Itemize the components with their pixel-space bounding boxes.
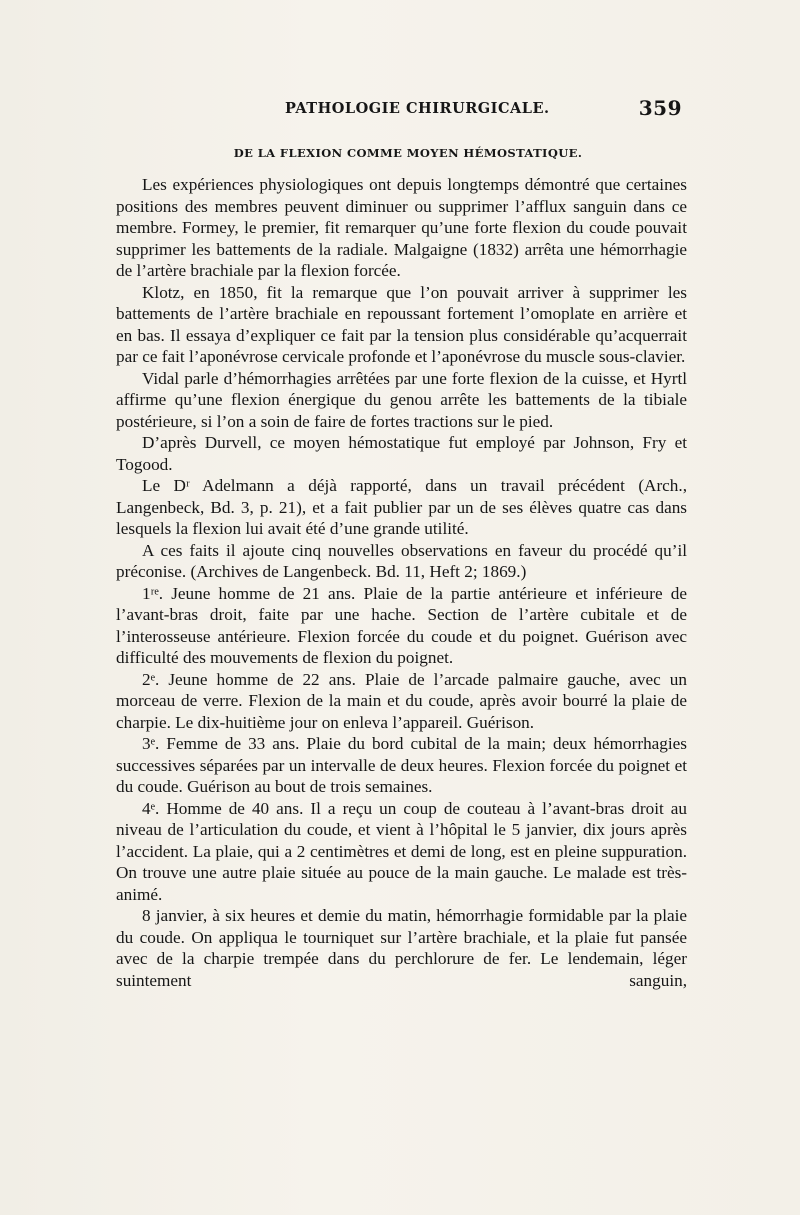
running-head-title: PATHOLOGIE CHIRURGICALE. bbox=[285, 100, 550, 117]
paragraph-case-4: 4ᵉ. Homme de 40 ans. Il a reçu un coup de couteau à l’avant-bras droit au niveau de l’articulation du coude, et vient à l’hôpital le 5 janvier, dix jours après l’accident. La plaie, qui a 2 centimètres et demi de long, est en pleine suppuration. On trouve une autre plaie située au pouce de la main gauche. Le malade est très-animé. bbox=[116, 798, 687, 904]
section-title: DE LA FLEXION COMME MOYEN HÉMOSTATIQUE. bbox=[233, 146, 583, 160]
paragraph-durvell: D’après Durvell, ce moyen hémostatique fut employé par Johnson, Fry et Togood. bbox=[116, 433, 687, 474]
running-head bbox=[285, 96, 685, 120]
paragraph-klotz: Klotz, en 1850, fit la remarque que l’on pouvait arriver à supprimer les battements de l’artère brachiale en repoussant fortement l’omoplate en arrière et en bas. Il essaya d’expliquer ce fait par la tension plus considérable qu’acquerrait par ce fait l’aponévrose cervicale profonde et l’aponévrose du muscle sous-clavier. bbox=[116, 282, 687, 366]
body-text bbox=[116, 174, 687, 991]
paragraph-case-1: 1ʳᵉ. Jeune homme de 21 ans. Plaie de la partie antérieure et inférieure de l’avant-bras droit, faite par une hache. Section de l’artère cubitale et de l’interosseuse antérieure. Flexion forcée du coude et du poignet. Guérison avec difficulté des mouvements de flexion du poignet. bbox=[116, 583, 687, 667]
paragraph-vidal: Vidal parle d’hémorrhagies arrêtées par une forte flexion de la cuisse, et Hyrtl affirme qu’une flexion énergique du genou arrête les battements de la tibiale postérieure, si l’on a soin de faire de fortes tractions sur le pied. bbox=[116, 368, 687, 431]
paragraph-case-2: 2ᵉ. Jeune homme de 22 ans. Plaie de l’arcade palmaire gauche, avec un morceau de verre. Flexion de la main et du coude, après avoir bourré la plaie de charpie. Le dix-huitième jour on enleva l’appareil. Guérison. bbox=[116, 669, 687, 732]
paragraph-intro: Les expériences physiologiques ont depuis longtemps démontré que certaines positions des membres peuvent diminuer ou supprimer l’afflux sanguin dans ce membre. Formey, le premier, fit remarquer qu’une forte flexion du coude pouvait supprimer les battements de la radiale. Malgaigne (1832) arrêta une hémorrhagie de l’artère brachiale par la flexion forcée. bbox=[116, 175, 687, 280]
paragraph-case-4-continued: 8 janvier, à six heures et demie du matin, hémorrhagie formidable par la plaie du coude. On appliqua le tourniquet sur l’artère brachiale, et la plaie fut pansée avec de la charpie trempée dans du perchlorure de fer. Le lendemain, léger suintement sanguin, bbox=[116, 906, 687, 990]
paragraph-new-observations: A ces faits il ajoute cinq nouvelles observations en faveur du procédé qu’il préconise. (Archives de Langenbeck. Bd. 11, Heft 2; 1869.) bbox=[116, 540, 687, 581]
paragraph-case-3: 3ᵉ. Femme de 33 ans. Plaie du bord cubital de la main; deux hémorrhagies successives séparées par un intervalle de deux heures. Flexion forcée du poignet et du coude. Guérison au bout de trois semaines. bbox=[116, 734, 687, 796]
page-number: 359 bbox=[638, 96, 682, 120]
paragraph-adelmann: Le Dʳ Adelmann a déjà rapporté, dans un travail précédent (Arch., Langenbeck, Bd. 3, p. 21), et a fait publier par un de ses élèves quatre cas dans lesquels la flexion lui avait été d’une grande utilité. bbox=[116, 476, 687, 538]
